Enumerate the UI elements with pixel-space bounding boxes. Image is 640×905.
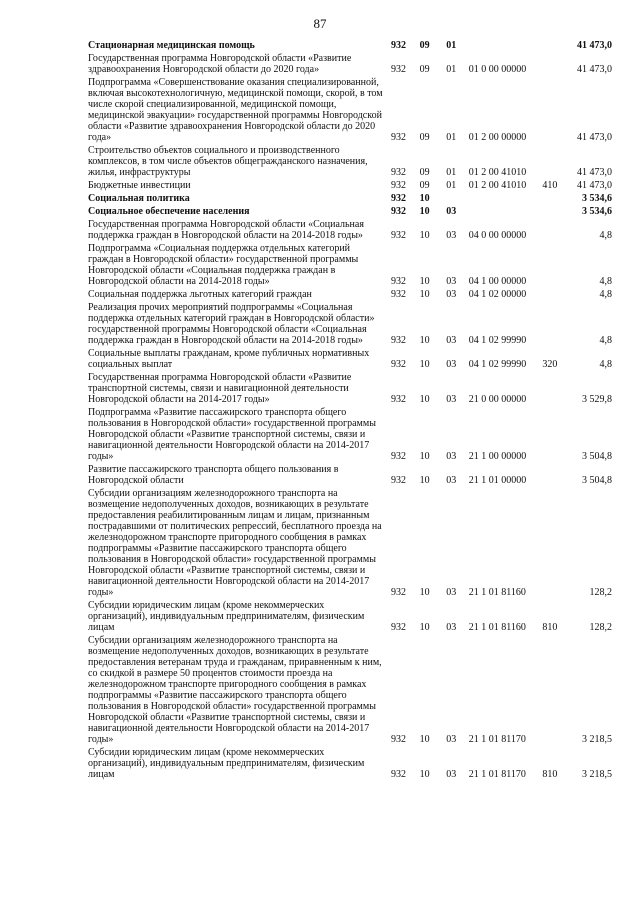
row-expense-type-code (542, 145, 567, 180)
row-expense-type-code (542, 193, 567, 206)
row-section-code: 10 (419, 587, 430, 598)
row-name: Подпрограмма «Развитие пассажирского транспорта общего пользования в Новгородской области» государственной программы Новгородской области «Развитие транспортной системы, связи и навигационной деятельности Новгородской области на 2014-2017 годы» (88, 407, 376, 462)
row-amount: 3 504,8 (582, 451, 612, 462)
row-section-code: 09 (419, 40, 430, 51)
row-amount: 41 473,0 (577, 167, 612, 178)
row-gr-code: 932 (390, 276, 406, 287)
table-row (88, 289, 612, 302)
row-expense-type-code: 320 (542, 359, 558, 370)
row-name: Стационарная медицинская помощь (88, 40, 255, 51)
row-name: Реализация прочих мероприятий подпрограммы «Социальная поддержка отдельных категорий граждан в Новгородской области» государственной программы Новгородской области «Социальная поддержка граждан в Новгородской области на 2014-2018 годы» (88, 302, 375, 346)
row-gr-code: 932 (390, 132, 406, 143)
row-amount: 4,8 (599, 230, 612, 241)
row-gr-code: 932 (390, 167, 406, 178)
row-amount: 41 473,0 (577, 132, 612, 143)
row-subsection-code: 03 (446, 230, 457, 241)
row-gr-code: 932 (390, 622, 406, 633)
row-amount: 3 529,8 (582, 394, 612, 405)
row-subsection-code: 03 (446, 206, 457, 217)
row-section-code: 10 (419, 289, 430, 300)
table-row (88, 180, 612, 193)
row-expense-type-code: 410 (542, 180, 558, 191)
row-subsection-code: 03 (446, 451, 457, 462)
row-subsection-code: 03 (446, 587, 457, 598)
table-row (88, 40, 612, 53)
row-gr-code: 932 (390, 230, 406, 241)
row-section-code: 10 (419, 475, 430, 486)
row-expense-type-code (542, 372, 567, 407)
table-row (88, 348, 612, 372)
row-section-code: 10 (419, 230, 430, 241)
row-expense-type-code (542, 302, 567, 348)
row-target-article-code: 21 0 00 00000 (468, 394, 527, 405)
row-name: Подпрограмма «Социальная поддержка отдельных категорий граждан в Новгородской области» государственной программы Новгородской области «Социальная поддержка граждан в Новгородской области на 2014-2018 годы» (88, 243, 359, 287)
row-name: Развитие пассажирского транспорта общего пользования в Новгородской области (88, 464, 339, 486)
row-gr-code: 932 (390, 206, 406, 217)
row-target-article-code (469, 40, 543, 53)
row-amount: 3 504,8 (582, 475, 612, 486)
row-gr-code: 932 (390, 769, 406, 780)
row-amount: 4,8 (599, 276, 612, 287)
row-expense-type-code (542, 635, 567, 747)
table-row (88, 464, 612, 488)
row-gr-code: 932 (390, 193, 406, 204)
row-section-code: 10 (419, 622, 430, 633)
row-section-code: 09 (419, 132, 430, 143)
row-section-code: 10 (419, 359, 430, 370)
row-target-article-code: 01 0 00 00000 (468, 64, 527, 75)
row-section-code: 10 (419, 193, 430, 204)
row-section-code: 10 (419, 769, 430, 780)
row-target-article-code: 04 0 00 00000 (468, 230, 527, 241)
table-row (88, 219, 612, 243)
row-amount: 3 218,5 (582, 734, 612, 745)
row-section-code: 09 (419, 167, 430, 178)
row-target-article-code: 04 1 00 00000 (468, 276, 527, 287)
row-gr-code: 932 (390, 64, 406, 75)
row-expense-type-code (542, 407, 567, 464)
row-target-article-code: 01 2 00 00000 (468, 132, 527, 143)
row-section-code: 10 (419, 335, 430, 346)
row-gr-code: 932 (390, 394, 406, 405)
row-name: Субсидии юридическим лицам (кроме некоммерческих организаций), индивидуальным предпринимателям, физическим лицам (88, 747, 365, 780)
row-subsection-code: 01 (446, 64, 457, 75)
row-amount: 3 534,6 (582, 206, 612, 217)
row-target-article-code: 21 1 01 81170 (468, 769, 526, 780)
table-row (88, 243, 612, 289)
row-name: Социальная политика (88, 193, 190, 204)
row-subsection-code: 03 (446, 359, 457, 370)
row-expense-type-code (542, 464, 567, 488)
row-name: Субсидии организациям железнодорожного транспорта на возмещение недополученных доходов, возникающих в результате предоставления ветеранам труда и гражданам, приравненным к ним, со скидкой в размере 50 процентов стоимости проезда на железнодорожном транспорте пригородного сообщения в рамках подпрограммы «Развитие пассажирского транспорта общего пользования в Новгородской области» государственной программы Новгородской области «Развитие транспортной системы, связи и навигационной деятельности Новгородской области на 2014-2017 годы» (88, 635, 382, 745)
row-target-article-code: 01 2 00 41010 (468, 180, 527, 191)
row-target-article-code: 21 1 01 00000 (468, 475, 527, 486)
row-target-article-code: 04 1 02 99990 (468, 335, 527, 346)
row-name: Социальные выплаты гражданам, кроме публичных нормативных социальных выплат (88, 348, 370, 370)
row-name: Государственная программа Новгородской области «Развитие транспортной системы, связи и навигационной деятельности Новгородской области на 2014-2017 годы» (88, 372, 352, 405)
row-amount: 3 534,6 (582, 193, 612, 204)
row-amount: 128,2 (589, 622, 612, 633)
row-amount: 4,8 (599, 335, 612, 346)
row-subsection-code: 03 (446, 622, 457, 633)
row-subsection-code: 01 (446, 167, 457, 178)
row-section-code: 10 (419, 276, 430, 287)
row-subsection-code: 01 (446, 40, 457, 51)
row-target-article-code: 21 1 01 81170 (468, 734, 526, 745)
table-row (88, 747, 612, 782)
row-gr-code: 932 (390, 475, 406, 486)
table-row (88, 302, 612, 348)
row-amount: 4,8 (599, 359, 612, 370)
row-subsection-code: 03 (446, 475, 457, 486)
row-expense-type-code: 810 (542, 622, 558, 633)
row-expense-type-code (542, 219, 567, 243)
row-subsection-code: 03 (446, 276, 457, 287)
table-row (88, 53, 612, 77)
row-section-code: 09 (419, 180, 430, 191)
row-target-article-code: 04 1 02 00000 (468, 289, 527, 300)
row-target-article-code: 21 1 01 81160 (468, 622, 526, 633)
row-section-code: 10 (419, 451, 430, 462)
row-expense-type-code (542, 53, 567, 77)
row-amount: 4,8 (599, 289, 612, 300)
row-target-article-code: 21 1 01 81160 (468, 587, 526, 598)
row-amount: 41 473,0 (577, 40, 612, 51)
row-subsection-code: 01 (446, 132, 457, 143)
row-expense-type-code (542, 40, 567, 53)
row-target-article-code: 04 1 02 99990 (468, 359, 527, 370)
row-amount: 128,2 (589, 587, 612, 598)
table-row (88, 488, 612, 600)
row-gr-code: 932 (390, 289, 406, 300)
table-row (88, 77, 612, 145)
table-row (88, 600, 612, 635)
row-gr-code: 932 (390, 587, 406, 598)
page-number: 87 (313, 16, 327, 31)
row-subsection-code: 03 (446, 769, 457, 780)
row-subsection-code: 03 (446, 734, 457, 745)
table-row (88, 635, 612, 747)
row-name: Субсидии организациям железнодорожного транспорта на возмещение недополученных доходов, возникающих в результате предоставления реабилитированным лицам и лицам, признанным пострадавшими от политических репрессий, бесплатного проезда на железнодорожном транспорте пригородного сообщения в рамках подпрограммы «Развитие пассажирского транспорта общего пользования в Новгородской области» государственной программы Новгородской области «Развитие транспортной системы, связи и навигационной деятельности Новгородской области на 2014-2017 годы» (88, 488, 382, 598)
row-name: Социальное обеспечение населения (88, 206, 250, 217)
budget-table (88, 40, 612, 782)
row-section-code: 10 (419, 206, 430, 217)
row-subsection-code: 03 (446, 289, 457, 300)
table-row (88, 193, 612, 206)
row-section-code: 10 (419, 734, 430, 745)
row-target-article-code (469, 206, 543, 219)
row-section-code: 09 (419, 64, 430, 75)
table-row (88, 206, 612, 219)
row-expense-type-code (542, 206, 567, 219)
row-name: Подпрограмма «Совершенствование оказания специализированной, включая высокотехнологичную, медицинской помощи, скорой, в том числе скорой специализированной, медицинской помощи, медицинской эвакуации» государственной программы Новгородской области «Развитие здравоохранения Новгородской области до 2020 года» (88, 77, 383, 143)
row-expense-type-code (542, 77, 567, 145)
row-name: Строительство объектов социального и производственного комплексов, в том числе объектов общегражданского назначения, жилья, инфраструктуры (88, 145, 368, 178)
row-amount: 3 218,5 (582, 769, 612, 780)
row-gr-code: 932 (390, 180, 406, 191)
row-expense-type-code (542, 289, 567, 302)
row-name: Государственная программа Новгородской области «Социальная поддержка граждан в Новгородской области на 2014-2018 годы» (88, 219, 364, 241)
row-target-article-code: 01 2 00 41010 (468, 167, 527, 178)
row-name: Субсидии юридическим лицам (кроме некоммерческих организаций), индивидуальным предпринимателям, физическим лицам (88, 600, 365, 633)
row-subsection-code: 03 (446, 394, 457, 405)
row-gr-code: 932 (390, 359, 406, 370)
row-amount: 41 473,0 (577, 64, 612, 75)
row-gr-code: 932 (390, 451, 406, 462)
row-name: Социальная поддержка льготных категорий граждан (88, 289, 312, 300)
row-gr-code: 932 (390, 40, 406, 51)
row-section-code: 10 (419, 394, 430, 405)
row-target-article-code: 21 1 00 00000 (468, 451, 527, 462)
budget-table-body (88, 40, 612, 782)
row-gr-code: 932 (390, 335, 406, 346)
row-expense-type-code (542, 243, 567, 289)
row-amount: 41 473,0 (577, 180, 612, 191)
row-name: Государственная программа Новгородской области «Развитие здравоохранения Новгородской области до 2020 года» (88, 53, 352, 75)
table-row (88, 372, 612, 407)
row-subsection-code: 03 (446, 335, 457, 346)
row-gr-code: 932 (390, 734, 406, 745)
table-row (88, 145, 612, 180)
table-row (88, 407, 612, 464)
row-subsection-code (446, 193, 469, 206)
row-subsection-code: 01 (446, 180, 457, 191)
row-expense-type-code: 810 (542, 769, 558, 780)
row-expense-type-code (542, 488, 567, 600)
row-name: Бюджетные инвестиции (88, 180, 191, 191)
row-target-article-code (469, 193, 543, 206)
